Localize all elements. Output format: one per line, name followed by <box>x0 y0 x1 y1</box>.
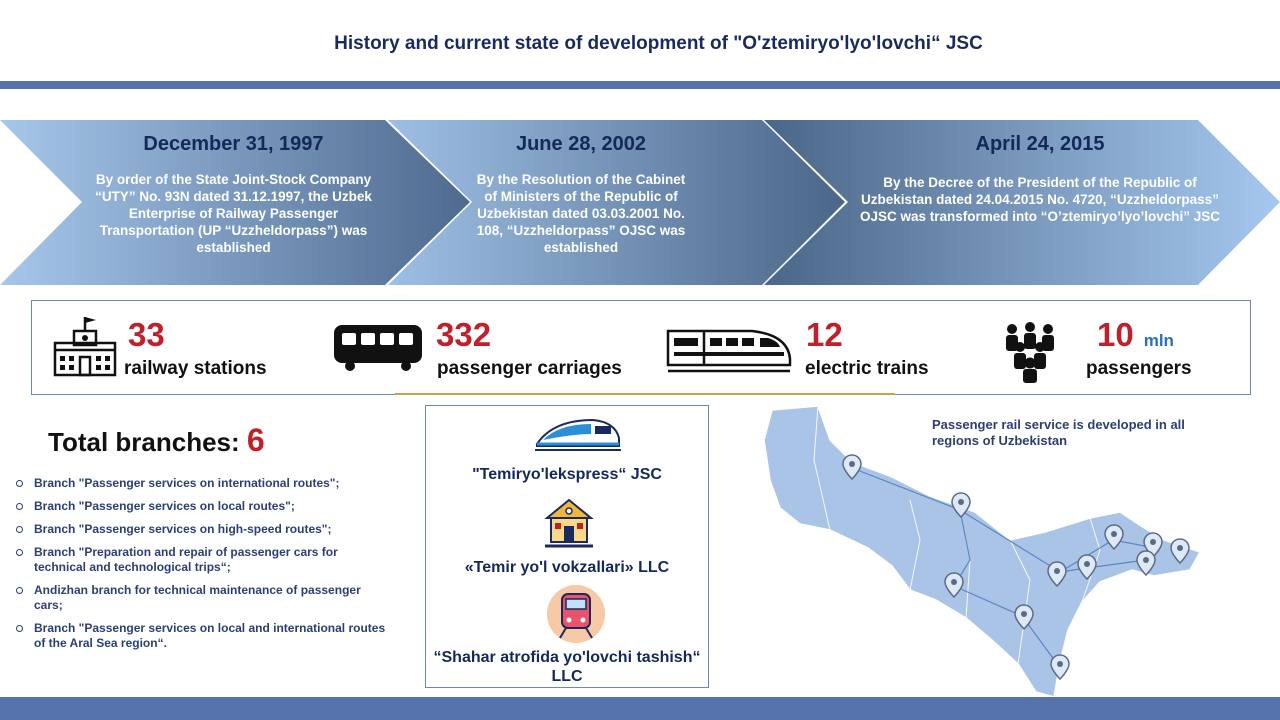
subsidiary-name: «Temir yo'l vokzallari» LLC <box>464 559 670 576</box>
timeline-item-1 <box>82 120 385 285</box>
passengers-icon <box>1000 319 1060 385</box>
location-pin-icon <box>842 454 862 480</box>
bullet-icon <box>16 526 23 533</box>
branches-title: Total branches: 6 <box>48 422 265 458</box>
station-building-icon <box>543 498 595 550</box>
timeline <box>0 120 1280 285</box>
bullet-icon <box>16 549 23 556</box>
branches-count: 6 <box>246 422 265 458</box>
location-pin-icon <box>1050 654 1070 680</box>
timeline-text: By order of the State Joint-Stock Company “UTY” No. 93N dated 31.12.1997, the Uzbek Enterprise of Railway Passenger Transportation (UP “Uzzheldorpass”) was established <box>95 172 372 255</box>
stat-unit-passengers: mln <box>1143 331 1174 350</box>
list-item: Branch "Passenger services on local and international routes of the Aral Sea region“. <box>16 621 391 651</box>
stat-label-stations: railway stations <box>124 358 267 379</box>
location-pin-icon <box>951 492 971 518</box>
stat-label-electric-trains: electric trains <box>805 358 929 379</box>
bullet-icon <box>16 625 23 632</box>
location-pin-icon <box>1136 550 1156 576</box>
list-item: Branch "Passenger services on local routes"; <box>16 499 391 514</box>
list-item: Branch "Preparation and repair of passenger cars for technical and technological trips“; <box>16 545 391 575</box>
list-item: Branch "Passenger services on international routes"; <box>16 476 391 491</box>
stat-value-stations: 33 <box>128 316 165 353</box>
stat-value-carriages: 332 <box>436 316 492 353</box>
location-pin-icon <box>1170 538 1190 564</box>
timeline-text: By the Resolution of the Cabinet of Ministers of the Republic of Uzbekistan dated 03.03.2001 No. 108, “Uzzheldorpass” OJSC was established <box>476 172 686 255</box>
bullet-icon <box>16 503 23 510</box>
timeline-item-2 <box>472 120 690 285</box>
location-pin-icon <box>1104 524 1124 550</box>
high-speed-train-icon <box>533 414 621 454</box>
page-title: History and current state of development of "O'ztemiryo'lyo'lovchi“ JSC <box>334 33 983 54</box>
timeline-date: December 31, 1997 <box>143 133 324 155</box>
list-item: Branch "Passenger services on high-speed routes"; <box>16 522 391 537</box>
list-item: Andizhan branch for technical maintenance of passenger cars; <box>16 583 391 613</box>
branch-list <box>16 476 391 659</box>
commuter-train-icon <box>546 584 606 644</box>
bullet-icon <box>16 587 23 594</box>
gold-divider <box>395 393 895 395</box>
bottom-accent-bar <box>0 697 1280 720</box>
carriage-icon <box>332 323 424 373</box>
station-icon <box>52 313 118 379</box>
stat-label-carriages: passenger carriages <box>437 358 622 379</box>
electric-train-icon <box>664 325 794 375</box>
location-pin-icon <box>1077 554 1097 580</box>
timeline-text: By the Decree of the President of the Republic of Uzbekistan dated 24.04.2015 No. 4720, “Uzzheldorpass” OJSC was transformed into “O’ztemiryo’lyo’lovchi” JSC <box>859 175 1221 224</box>
location-pin-icon <box>944 572 964 598</box>
subsidiary-name: “Shahar atrofida yo'lovchi tashish“ LLC <box>433 649 701 685</box>
subsidiary-name: "Temiryo'lekspress“ JSC <box>472 466 662 483</box>
map-note: Passenger rail service is developed in all regions of Uzbekistan <box>932 417 1185 448</box>
stat-value-electric-trains: 12 <box>806 316 843 353</box>
stat-label-passengers: passengers <box>1086 358 1192 379</box>
location-pin-icon <box>1014 604 1034 630</box>
stat-value-passengers: 10 mln <box>1097 316 1174 353</box>
top-accent-bar <box>0 81 1280 89</box>
stats-panel <box>31 300 1251 395</box>
timeline-item-3 <box>852 120 1228 285</box>
location-pin-icon <box>1047 561 1067 587</box>
bullet-icon <box>16 480 23 487</box>
timeline-date: June 28, 2002 <box>515 133 647 155</box>
timeline-date: April 24, 2015 <box>975 133 1105 155</box>
subsidiaries-panel <box>425 405 709 688</box>
